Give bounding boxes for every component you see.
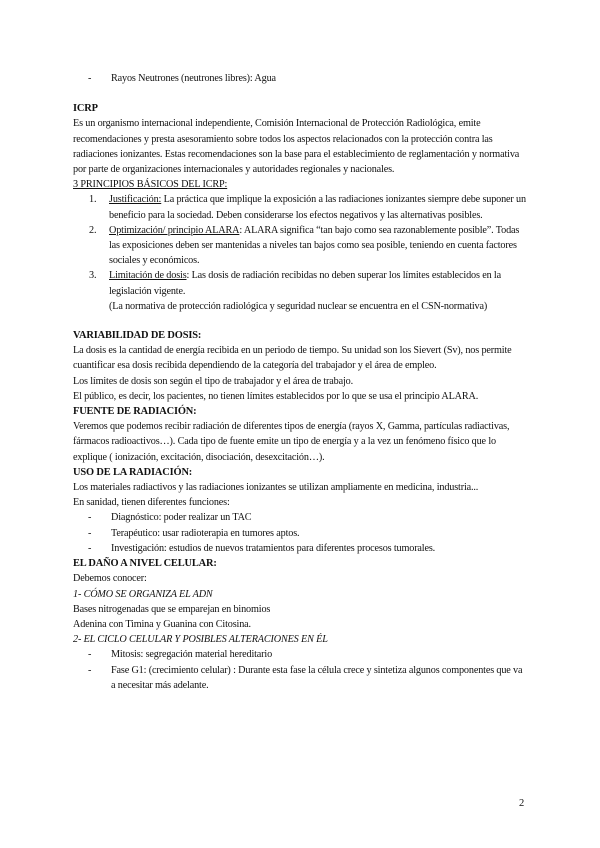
- fuente-paragraph: Veremos que podemos recibir radiación de diferentes tipos de energía (rayos X, Gamma, partículas radiactivas, fármacos radioactivos…). Cada tipo de fuente emite un tipo de energía y a la vez un fenómeno físico que lo explique ( ionización, excitación, disociación, desexcitación…).: [73, 421, 510, 463]
- principle-text: : Las dosis de radiación recibidas no deben superar los límites establecidos en la legislación vigente.: [109, 270, 501, 297]
- list-item-text: Terapéutico: usar radioterapia en tumores aptos.: [111, 527, 300, 539]
- list-item-text: Investigación: estudios de nuevos tratamientos para diferentes procesos tumorales.: [111, 542, 436, 554]
- fuente-heading: FUENTE DE RADIACIÓN:: [73, 406, 197, 418]
- dano-heading: EL DAÑO A NIVEL CELULAR:: [73, 558, 217, 570]
- list-item-text: Rayos Neutrones (neutrones libres): Agua: [111, 73, 276, 84]
- variabilidad-paragraph: El público, es decir, los pacientes, no tienen límites establecidos por lo que se usa el principio ALARA.: [73, 390, 479, 402]
- dash-bullet: -: [88, 664, 92, 676]
- variabilidad-heading: VARIABILIDAD DE DOSIS:: [73, 330, 202, 342]
- principle-term: Optimización/ principio ALARA: [109, 224, 240, 236]
- list-item: [88, 510, 528, 525]
- dash-bullet: -: [88, 73, 92, 84]
- principle-item: 1. Justificación: La práctica que implique la exposición a las radiaciones ionizantes siempre debe suponer un beneficio para la sociedad. Deben considerarse los efectos negativos y las alternativas posibles.: [89, 194, 526, 221]
- variabilidad-paragraph: La dosis es la cantidad de energía recibida en un periodo de tiempo. Su unidad son los Sievert (Sv), nos permite cuantificar esa dosis recibida dependiendo de la categoría del trabajador y el área de empleo.: [73, 345, 512, 372]
- list-item: [88, 647, 528, 662]
- subheading-adn: 1- CÓMO SE ORGANIZA EL ADN: [73, 588, 213, 600]
- principle-note: (La normativa de protección radiológica y seguridad nuclear se encuentra en el CSN-normativa): [109, 300, 488, 312]
- subheading-ciclo: 2- EL CICLO CELULAR Y POSIBLES ALTERACIONES EN ÉL: [73, 634, 328, 646]
- uso-paragraph: Los materiales radiactivos y las radiaciones ionizantes se utilizan ampliamente en medicina, industria...: [73, 482, 479, 494]
- principles-heading: 3 PRINCIPIOS BÁSICOS DEL ICRP:: [73, 179, 228, 191]
- uso-heading: USO DE LA RADIACIÓN:: [73, 466, 193, 478]
- dash-bullet: -: [88, 542, 92, 554]
- page-content: [73, 71, 528, 693]
- list-item: [88, 541, 528, 556]
- dano-intro: Debemos conocer:: [73, 573, 147, 585]
- page-number: 2: [519, 798, 525, 809]
- list-item-text: Diagnóstico: poder realizar un TAC: [111, 512, 252, 524]
- dash-bullet: -: [88, 512, 92, 524]
- principle-text: : ALARA significa “tan bajo como sea razonablemente posible”. Todas las exposiciones deben ser mantenidas a niveles tan bajos como sea posible, teniendo en cuenta factores sociales y económicos.: [109, 224, 520, 267]
- dash-bullet: -: [88, 649, 92, 661]
- icrp-paragraph: Es un organismo internacional independiente, Comisión Internacional de Protección Radiológica, emite recomendaciones y presta asesoramiento sobre todos los aspectos relacionados con la protección contra las radiaciones ionizantes. Estas recomendaciones son la base para el establecimiento de reglamentación y normativa por parte de organizaciones internacionales y autoridades regionales y nacionales.: [73, 118, 520, 176]
- adn-line: Adenina con Timina y Guanina con Citosina.: [73, 618, 251, 630]
- list-item: [88, 526, 528, 541]
- icrp-heading: ICRP: [73, 103, 98, 115]
- principle-term: Justificación:: [109, 194, 162, 206]
- dash-bullet: -: [88, 527, 92, 539]
- adn-line: Bases nitrogenadas que se emparejan en binomios: [73, 603, 271, 615]
- principle-term: Limitación de dosis: [109, 270, 187, 282]
- list-item-text: Mitosis: segregación material hereditario: [111, 649, 273, 661]
- list-item: [88, 71, 528, 86]
- principle-text: La práctica que implique la exposición a las radiaciones ionizantes siempre debe suponer un beneficio para la sociedad. Deben considerarse los efectos negativos y las alternativas posibles.: [109, 194, 526, 221]
- principle-item: 3. Limitación de dosis: Las dosis de radiación recibidas no deben superar los límites establecidos en la legislación vigente. (La normativa de protección radiológica y seguridad nuclear se encuentra en el CSN-normativa): [89, 270, 501, 312]
- principle-item: 2. Optimización/ principio ALARA: ALARA significa “tan bajo como sea razonablemente posible”. Todas las exposiciones deben ser mantenidas a niveles tan bajos como sea posible, teniendo en cuenta factores sociales y económicos.: [89, 224, 520, 267]
- uso-paragraph: En sanidad, tienen diferentes funciones:: [73, 497, 230, 509]
- list-item: [88, 663, 528, 693]
- variabilidad-paragraph: Los límites de dosis son según el tipo de trabajador y el área de trabajo.: [73, 375, 354, 387]
- list-item-text: Fase G1: (crecimiento celular) : Durante esta fase la célula crece y sintetiza algunos componentes que va a necesitar más adelante.: [111, 664, 523, 691]
